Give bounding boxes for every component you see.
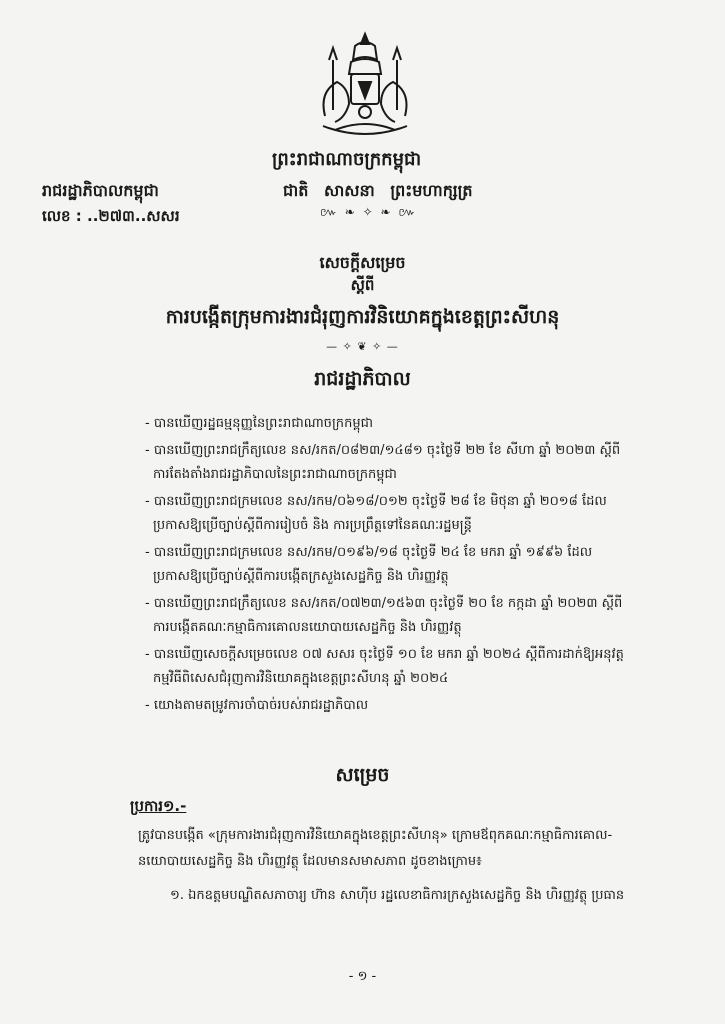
- article-1-text: [138, 823, 683, 875]
- document-about: ស្តីពី: [350, 276, 375, 294]
- legal-basis-line: កម្មវិធីពិសេសជំរុញការវិនិយោគក្នុងខេត្តព្រះសីហនុ ឆ្នាំ ២០២៤: [153, 671, 449, 686]
- legal-basis-list: [135, 412, 680, 721]
- government-heading: រាជរដ្ឋាភិបាល: [314, 368, 411, 390]
- legal-basis-line: ប្រកាសឱ្យប្រើច្បាប់ស្តីពីការរៀបចំ និង ការប្រព្រឹត្តទៅនៃគណៈរដ្ឋមន្ត្រី: [153, 518, 472, 533]
- legal-basis-item: [135, 490, 680, 538]
- header-ornament: ៚ ❧ ✧ ❧ ៚: [320, 205, 418, 219]
- article-1-line: ត្រូវបានបង្កើត «ក្រុមការងារជំរុញការវិនិយោគក្នុងខេត្តព្រះសីហនុ» ក្រោមឪពុកគណៈកម្មាធិការគោល-: [138, 828, 613, 843]
- decision-heading: សម្រេច: [335, 764, 390, 786]
- legal-basis-item: [135, 439, 680, 487]
- royal-coat-of-arms-emblem: [305, 30, 425, 140]
- legal-basis-line: - បានឃើញសេចក្តីសម្រេចលេខ ០៧ សសរ ចុះថ្ងៃទី ១០ ខែ មករា ឆ្នាំ ២០២៤ ស្តីពីការដាក់ឱ្យអនុវត្ត: [145, 647, 624, 662]
- national-motto: ជាតិ សាសនា ព្រះមហាក្សត្រ: [283, 181, 473, 200]
- legal-basis-line: - បានឃើញព្រះរាជក្រឹត្យលេខ នស/រកត/០៨២៣/១៤៨១ ចុះថ្ងៃទី ២២ ខែ សីហា ឆ្នាំ ២០២៣ ស្តីពី: [145, 443, 621, 458]
- legal-basis-item: [135, 694, 680, 718]
- page-number: - ១ -: [348, 969, 377, 984]
- member-1: ១. ឯកឧត្តមបណ្ឌិតសភាចារ្យ ហ៊ាន សាហ៊ីប រដ្ឋលេខាធិការក្រសួងសេដ្ឋកិច្ច និង ហិរញ្ញវត្ថុ ប្រធាន: [170, 888, 625, 903]
- legal-basis-line: - បានឃើញព្រះរាជក្រមលេខ នស/រកម/០១៩៦/១៨ ចុះថ្ងៃទី ២៤ ខែ មករា ឆ្នាំ ១៩៩៦ ដែល: [145, 545, 593, 560]
- issuer-name: រាជរដ្ឋាភិបាលកម្ពុជា: [42, 181, 159, 200]
- legal-basis-item: [135, 592, 680, 640]
- legal-basis-line: - បានឃើញរដ្ឋធម្មនុញ្ញនៃព្រះរាជាណាចក្រកម្ពុជា: [145, 416, 373, 431]
- legal-basis-item: [135, 541, 680, 589]
- legal-basis-line: - បានឃើញព្រះរាជក្រមលេខ នស/រកម/០៦១៨/០១២ ចុះថ្ងៃទី ២៨ ខែ មិថុនា ឆ្នាំ ២០១៨ ដែល: [145, 494, 607, 509]
- legal-basis-line: - បានឃើញព្រះរាជក្រឹត្យលេខ នស/រកត/០៧២៣/១៥៦៣ ចុះថ្ងៃទី ២០ ខែ កក្កដា ឆ្នាំ ២០២៣ ស្តីពី: [145, 596, 623, 611]
- legal-basis-item: [135, 412, 680, 436]
- legal-basis-line: ប្រកាសឱ្យប្រើច្បាប់ស្តីពីការបង្កើតក្រសួងសេដ្ឋកិច្ច និង ហិរញ្ញវត្ថុ: [153, 569, 449, 584]
- article-1-line: នយោបាយសេដ្ឋកិច្ច និង ហិរញ្ញវត្ថុ ដែលមានសមាសភាព ដូចខាងក្រោម៖: [138, 854, 482, 869]
- title-divider: — ✧ ❦ ✧ —: [326, 340, 399, 353]
- document-title: សេចក្តីសម្រេច: [319, 253, 406, 272]
- legal-basis-item: [135, 643, 680, 691]
- document-number: លេខ : ..២៧៣..សសរ: [42, 207, 180, 225]
- kingdom-name: ព្រះរាជាណាចក្រកម្ពុជា: [272, 149, 422, 170]
- article-1-label: ប្រការ១.-: [130, 797, 187, 815]
- document-topic: ការបង្កើតក្រុមការងារជំរុញការវិនិយោគក្នុងខេត្តព្រះសីហនុ: [165, 306, 560, 328]
- legal-basis-line: ការបង្កើតគណៈកម្មាធិការគោលនយោបាយសេដ្ឋកិច្ច និង ហិរញ្ញវត្ថុ: [153, 620, 462, 635]
- legal-basis-line: ការតែងតាំងរាជរដ្ឋាភិបាលនៃព្រះរាជាណាចក្រកម្ពុជា: [153, 467, 397, 482]
- legal-basis-line: - យោងតាមតម្រូវការចាំបាច់របស់រាជរដ្ឋាភិបាល: [145, 698, 369, 713]
